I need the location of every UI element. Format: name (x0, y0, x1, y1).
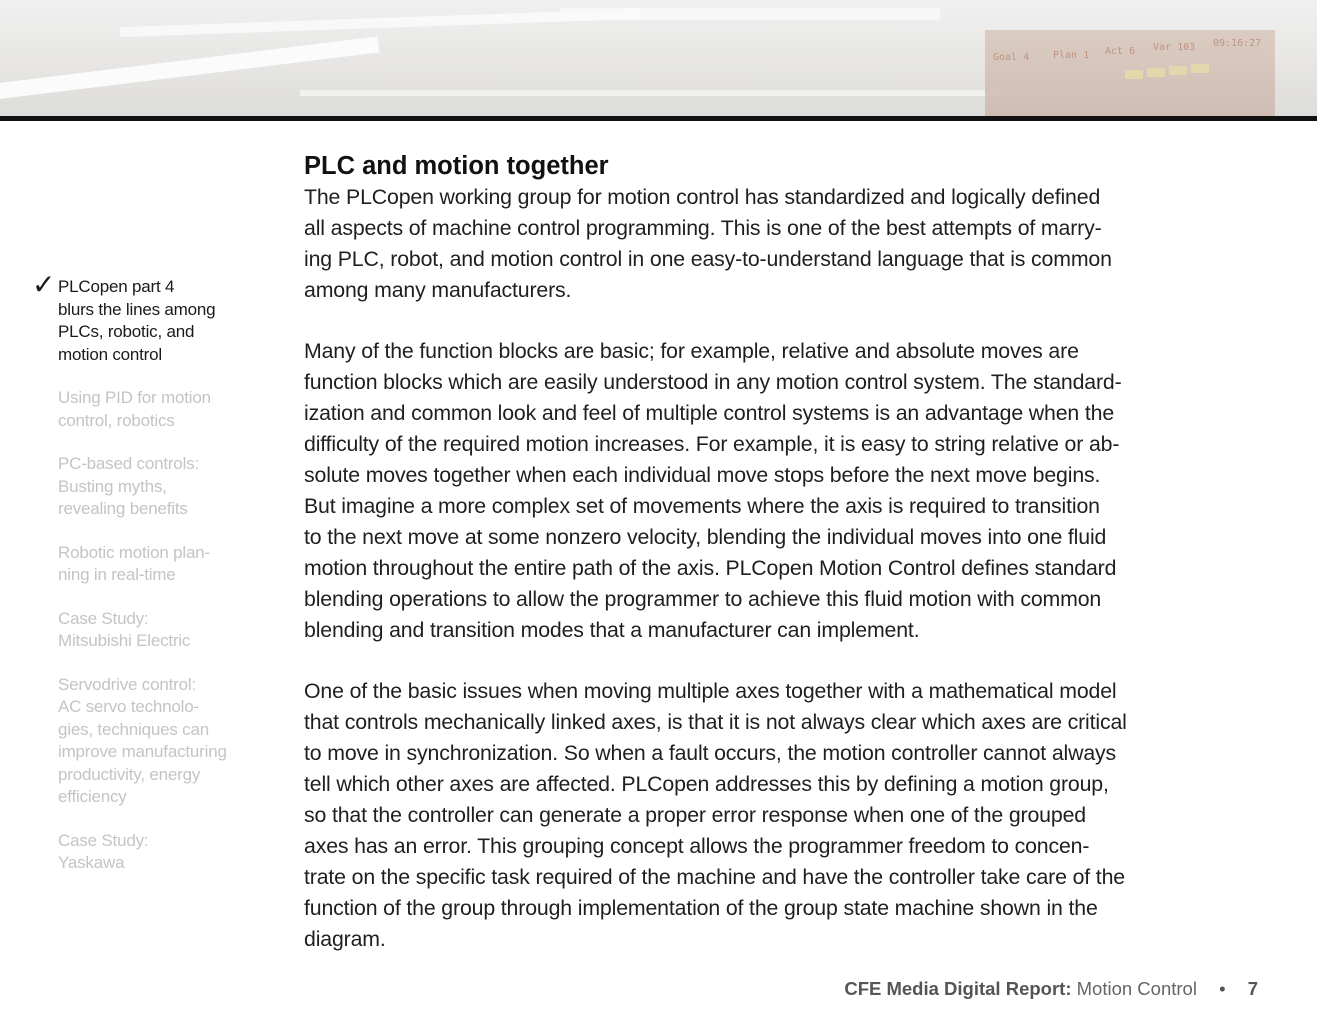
sidebar-link-text: gies, techniques can (58, 719, 209, 739)
page-number: 7 (1247, 978, 1258, 999)
sidebar-link[interactable] (32, 542, 247, 587)
sidebar-link-text: control, robotics (58, 410, 175, 430)
paragraph-line: One of the basic issues when moving multiple axes together with a mathematical model (304, 679, 1117, 703)
paragraph-line: ization and common look and feel of multiple control systems is an advantage when the (304, 401, 1115, 425)
footer-separator: • (1219, 978, 1226, 999)
sidebar-link[interactable] (32, 453, 247, 521)
sidebar-link-text: Servodrive control: (58, 674, 196, 694)
sidebar-link-text: ning in real-time (58, 565, 176, 584)
paragraph-line: blending and transition modes that a manufacturer can implement. (304, 618, 920, 642)
sidebar-link-text: AC servo technolo- (58, 697, 199, 716)
scoreboard-text: Var 103 (1153, 42, 1196, 53)
header-banner-photo (0, 0, 1317, 116)
paragraph-line: to move in synchronization. So when a fault occurs, the motion controller cannot always (304, 741, 1117, 765)
sidebar-link[interactable] (32, 830, 247, 875)
paragraph-line: among many manufacturers. (304, 278, 572, 302)
sidebar-link-text: PC-based controls: (58, 454, 199, 473)
header-rule (0, 116, 1317, 121)
sidebar-toc (32, 268, 247, 896)
paragraph-line: But imagine a more complex set of movements where the axis is required to transition (304, 494, 1100, 518)
sidebar-link[interactable] (32, 608, 247, 653)
paragraph-line: tell which other axes are affected. PLCopen addresses this by defining a motion group, (304, 772, 1109, 796)
sidebar-link[interactable] (32, 387, 247, 432)
paragraph-line: all aspects of machine control programming. This is one of the best attempts of marry- (304, 216, 1102, 240)
paragraph-line: function blocks which are easily understood in any motion control system. The standard- (304, 370, 1122, 394)
paragraph-line: that controls mechanically linked axes, is that it is not always clear which axes are critical (304, 710, 1127, 734)
paragraph-line: blending operations to allow the programmer to achieve this fluid motion with common (304, 587, 1102, 611)
sidebar-link-text: Mitsubishi Electric (58, 631, 191, 650)
scoreboard-display (985, 30, 1275, 116)
checkmark-icon: ✓ (32, 268, 56, 301)
article (304, 150, 1264, 955)
sidebar-link[interactable] (32, 268, 247, 366)
sidebar-link-text: motion control (58, 344, 162, 364)
sidebar-link-text: Robotic motion plan- (58, 542, 210, 562)
paragraph-line: so that the controller can generate a proper error response when one of the grouped (304, 803, 1086, 827)
sidebar-link-text: Case Study: (58, 830, 149, 850)
footer-section: Motion Control (1076, 978, 1197, 999)
footer-brand: CFE Media Digital Report: (844, 978, 1072, 999)
sidebar-link-text: blurs the lines among (58, 299, 216, 319)
paragraph-line: trate on the specific task required of the machine and have the controller take care of the (304, 865, 1125, 889)
article-paragraph (304, 182, 1264, 306)
sidebar-link-text: productivity, energy (58, 764, 201, 784)
paragraph-line: Many of the function blocks are basic; for example, relative and absolute moves are (304, 339, 1079, 363)
page-footer (844, 978, 1258, 1000)
scoreboard-text: 09:16:27 (1213, 38, 1262, 49)
sidebar-link-text: Busting myths, (58, 476, 167, 496)
paragraph-line: axes has an error. This grouping concept allows the programmer freedom to concen- (304, 834, 1090, 858)
sidebar-link-text: Case Study: (58, 608, 149, 628)
scoreboard-text: Goal 4 (993, 52, 1030, 63)
paragraph-line: The PLCopen working group for motion control has standardized and logically defined (304, 185, 1101, 209)
scoreboard-text: Act 6 (1105, 46, 1136, 57)
paragraph-line: diagram. (304, 927, 386, 951)
sidebar-link-text: Yaskawa (58, 853, 125, 872)
article-body (304, 182, 1264, 955)
scoreboard-text: Plan 1 (1053, 50, 1090, 61)
paragraph-line: solute moves together when each individual move stops before the next move begins. (304, 463, 1101, 487)
paragraph-line: function of the group through implementation of the group state machine shown in the (304, 896, 1098, 920)
sidebar-link-text: improve manufacturing (58, 742, 227, 761)
sidebar-link-text: PLCopen part 4 (58, 277, 175, 296)
sidebar-link-text: revealing benefits (58, 499, 188, 518)
article-paragraph (304, 336, 1264, 646)
paragraph-line: motion throughout the entire path of the axis. PLCopen Motion Control defines standard (304, 556, 1117, 580)
paragraph-line: to the next move at some nonzero velocity, blending the individual moves into one fluid (304, 525, 1107, 549)
sidebar-link-text: Using PID for motion (58, 388, 211, 407)
sidebar-link-text: PLCs, robotic, and (58, 322, 195, 341)
paragraph-line: difficulty of the required motion increases. For example, it is easy to string relative or ab- (304, 432, 1120, 456)
article-paragraph (304, 676, 1264, 955)
sidebar-link[interactable] (32, 674, 247, 809)
paragraph-line: ing PLC, robot, and motion control in one easy-to-understand language that is common (304, 247, 1112, 271)
article-title: PLC and motion together (304, 152, 609, 180)
sidebar-link-text: efficiency (58, 787, 127, 806)
